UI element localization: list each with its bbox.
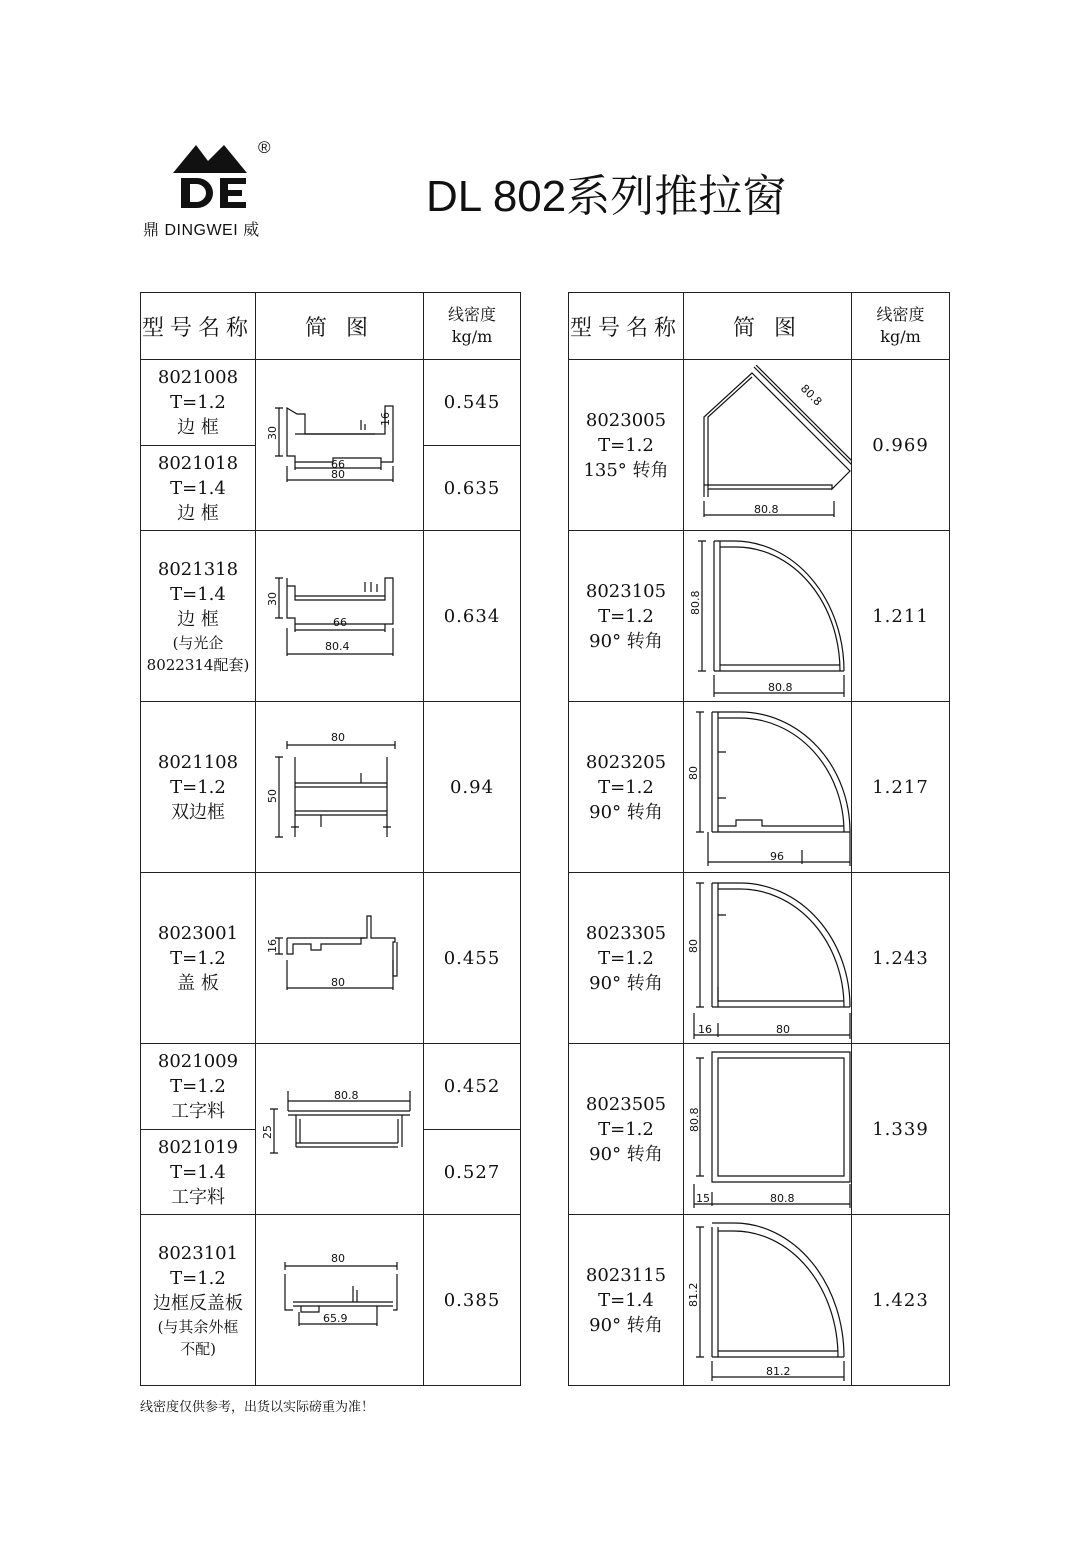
dim-label: 25 [260, 1125, 274, 1139]
dim-label: 80.8 [770, 1192, 795, 1205]
table-row [141, 1044, 521, 1130]
profile-figure [684, 702, 852, 873]
brand-name: 鼎 DINGWEI 威 [143, 222, 260, 239]
model-cell: 8023205 T=1.2 90° 转角 [569, 702, 684, 873]
density-value: 0.634 [424, 531, 521, 702]
model-cell: 8023001 T=1.2 盖 板 [141, 873, 256, 1044]
dim-label: 16 [378, 412, 392, 426]
density-value: 0.527 [424, 1130, 521, 1215]
dim-label: 96 [770, 850, 784, 863]
model-cell: 8021019 T=1.4 工字料 [141, 1130, 256, 1215]
profile-figure [256, 531, 424, 702]
header-figure: 简 图 [684, 293, 852, 360]
dim-label: 80.8 [688, 1107, 701, 1132]
dim-label: 80 [330, 976, 345, 989]
profile-figure [256, 1044, 424, 1215]
table-header-row [141, 293, 521, 360]
dim-label: 80 [776, 1023, 790, 1036]
dim-label: 16 [265, 939, 279, 953]
header-density: 线密度 kg/m [424, 293, 521, 360]
model-cell: 8021318 T=1.4 边 框 (与光企 8022314配套) [141, 531, 256, 702]
table-row [141, 1215, 521, 1386]
dim-label: 80 [330, 731, 345, 744]
profile-figure [684, 531, 852, 702]
dim-label: 81.2 [687, 1282, 700, 1307]
table-row [141, 702, 521, 873]
dim-label: 80.8 [333, 1089, 358, 1102]
registered-mark: ® [258, 138, 271, 157]
dim-label: 80.4 [324, 640, 349, 653]
dim-label: 80 [330, 468, 345, 481]
density-value: 1.423 [852, 1215, 950, 1386]
profile-figure [256, 873, 424, 1044]
model-cell: 8021009 T=1.2 工字料 [141, 1044, 256, 1130]
profile-figure [684, 873, 852, 1044]
header-model-name: 型号名称 [569, 293, 684, 360]
table-row [569, 1215, 950, 1386]
profile-figure [256, 702, 424, 873]
density-value: 0.635 [424, 446, 521, 531]
model-cell: 8023101 T=1.2 边框反盖板 (与其余外框 不配) [141, 1215, 256, 1386]
footnote: 线密度仅供参考，出货以实际磅重为准！ [140, 1400, 375, 1415]
density-value: 0.94 [424, 702, 521, 873]
density-value: 0.452 [424, 1044, 521, 1130]
table-row [141, 531, 521, 702]
table-row [569, 702, 950, 873]
profile-figure [256, 1215, 424, 1386]
dim-label: 50 [265, 789, 279, 803]
density-value: 0.455 [424, 873, 521, 1044]
density-value: 1.339 [852, 1044, 950, 1215]
dim-label: 15 [696, 1192, 710, 1205]
dim-label: 30 [265, 426, 279, 440]
profile-table-right [568, 292, 950, 1386]
table-row [141, 360, 521, 446]
table-row [569, 1044, 950, 1215]
model-cell: 8021008 T=1.2 边 框 [141, 360, 256, 446]
dim-label: 65.9 [322, 1312, 347, 1325]
dim-label: 80 [330, 1252, 345, 1265]
density-value: 1.217 [852, 702, 950, 873]
page-title: DL 802系列推拉窗 [426, 172, 787, 221]
header-figure: 简 图 [256, 293, 424, 360]
dim-label: 81.2 [766, 1365, 791, 1378]
dim-label: 30 [265, 592, 279, 606]
profile-table-left [140, 292, 521, 1386]
density-value: 0.545 [424, 360, 521, 446]
model-cell: 8023115 T=1.4 90° 转角 [569, 1215, 684, 1386]
model-cell: 8023105 T=1.2 90° 转角 [569, 531, 684, 702]
header-density: 线密度 kg/m [852, 293, 950, 360]
dim-label: 80 [687, 766, 700, 780]
density-value: 0.385 [424, 1215, 521, 1386]
dim-label: 66 [330, 458, 345, 471]
dim-label: 16 [698, 1023, 712, 1036]
model-cell: 8023305 T=1.2 90° 转角 [569, 873, 684, 1044]
density-value: 1.211 [852, 531, 950, 702]
model-cell: 8021018 T=1.4 边 框 [141, 446, 256, 531]
profile-figure [684, 1044, 852, 1215]
density-value: 0.969 [852, 360, 950, 531]
dim-label: 66 [332, 616, 347, 629]
profile-figure [684, 1215, 852, 1386]
dim-label: 80.8 [754, 503, 779, 516]
table-row [141, 873, 521, 1044]
model-cell: 8021108 T=1.2 双边框 [141, 702, 256, 873]
profile-figure [684, 360, 852, 531]
table-header-row [569, 293, 950, 360]
density-value: 1.243 [852, 873, 950, 1044]
table-row [569, 531, 950, 702]
table-row [569, 360, 950, 531]
dim-label: 80.8 [689, 590, 702, 615]
table-row [569, 873, 950, 1044]
profile-figure [256, 360, 424, 531]
dim-label: 80 [687, 939, 700, 953]
model-cell: 8023505 T=1.2 90° 转角 [569, 1044, 684, 1215]
model-cell: 8023005 T=1.2 135° 转角 [569, 360, 684, 531]
dim-label: 80.8 [797, 381, 825, 409]
header-model-name: 型号名称 [141, 293, 256, 360]
dim-label: 80.8 [768, 681, 793, 694]
